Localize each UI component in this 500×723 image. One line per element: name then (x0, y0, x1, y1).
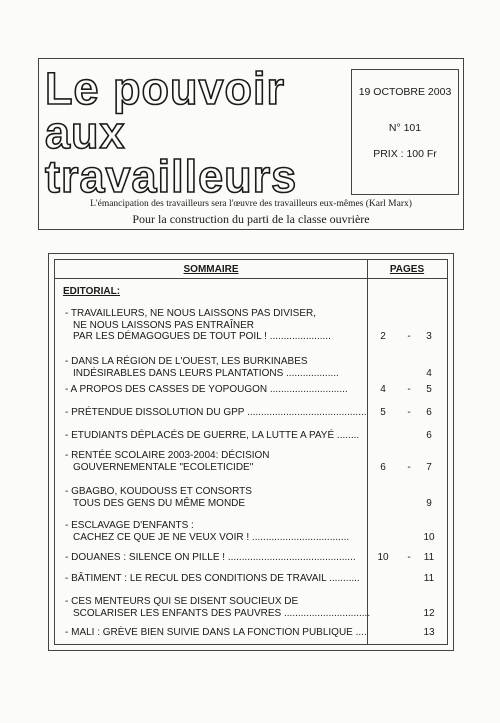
column-divider (367, 260, 368, 644)
toc-entry (65, 520, 365, 543)
issue-date: 19 OCTOBRE 2003 (358, 86, 452, 98)
toc-entry (65, 552, 365, 564)
table-of-contents (48, 253, 454, 651)
page-from: 6 (380, 461, 386, 473)
toc-entry-line: CACHEZ CE QUE JE NE VEUX VOIR ! ................................... (73, 531, 350, 543)
toc-entry (65, 407, 365, 419)
toc-entry-line: INDÉSIRABLES DANS LEURS PLANTATIONS ................... (73, 367, 339, 379)
page-to: 6 (426, 430, 432, 441)
toc-entry-line: SCOLARISER LES ENFANTS DES PAUVRES ............................... (73, 607, 371, 619)
toc-entry-line: - PRÉTENDUE DISSOLUTION DU GPP ........................................... (65, 407, 367, 418)
page-to: 10 (423, 531, 435, 543)
page-to: 11 (423, 573, 435, 584)
page-to: 11 (423, 552, 435, 563)
toc-inner-frame (54, 259, 448, 645)
page-dash: - (407, 384, 411, 395)
toc-entry (65, 356, 365, 379)
toc-entry-line: - ESCLAVAGE D'ENFANTS : (65, 520, 194, 531)
masthead (38, 58, 464, 230)
page-to: 9 (426, 497, 432, 509)
toc-entry-line: - DANS LA RÉGION DE L'OUEST, LES BURKINABES (65, 356, 308, 367)
toc-entry (65, 627, 365, 639)
toc-entry-line: - ETUDIANTS DÉPLACÉS DE GUERRE, LA LUTTE A PAYÉ ........ (65, 430, 360, 441)
toc-entry-line: - MALI : GRÈVE BIEN SUIVIE DANS LA FONCTION PUBLIQUE .... (65, 627, 367, 638)
page-to: 7 (426, 461, 432, 473)
toc-entry-line: - A PROPOS DES CASSES DE YOPOUGON ............................ (65, 384, 348, 395)
issue-info-box (351, 69, 459, 195)
page-from: 2 (380, 331, 386, 342)
title-line-2: aux (45, 107, 126, 158)
toc-entry (65, 573, 365, 585)
page-dash: - (407, 461, 411, 473)
toc-entry-line: - RENTÉE SCOLAIRE 2003-2004: DÉCISION (65, 450, 270, 461)
page-to: 13 (423, 627, 435, 638)
toc-heading: SOMMAIRE (183, 264, 239, 275)
issue-number: N° 101 (388, 122, 422, 134)
toc-entry-line: PAR LES DÉMAGOGUES DE TOUT POIL ! ...................... (73, 331, 331, 342)
page-to: 3 (426, 331, 432, 342)
page-dash: - (407, 331, 411, 342)
toc-entry (65, 486, 365, 509)
toc-entry-line: NE NOUS LAISSONS PAS ENTRAÎNER (73, 319, 254, 331)
page-to: 4 (426, 367, 432, 379)
toc-entry-line: TOUS DES GENS DU MÊME MONDE (73, 497, 246, 509)
page-to: 6 (426, 407, 432, 418)
toc-entry (65, 430, 365, 442)
toc-entry (65, 596, 371, 619)
issue-price: PRIX : 100 Fr (373, 148, 437, 160)
header-divider (55, 278, 447, 279)
page-dash: - (407, 407, 411, 418)
page-dash: - (407, 552, 411, 563)
toc-entry-line: - DOUANES : SILENCE ON PILLE ! .............................................. (65, 552, 356, 563)
toc-entry-line: GOUVERNEMENTALE "ECOLETICIDE" (73, 461, 254, 473)
page-to: 5 (426, 384, 432, 395)
page-from: 5 (380, 407, 386, 418)
toc-entry-line: - CES MENTEURS QUI SE DISENT SOUCIEUX DE (65, 596, 299, 607)
page-from: 10 (377, 552, 389, 563)
title-line-3: travailleurs (45, 151, 298, 202)
section-editorial: EDITORIAL: (63, 286, 121, 297)
title-line-1: Le pouvoir (45, 63, 286, 114)
pages-heading: PAGES (389, 264, 425, 275)
marx-quote: L'émancipation des travailleurs sera l'œuvre des travailleurs eux-mêmes (Karl Marx) (90, 199, 412, 209)
page-to: 12 (423, 607, 435, 619)
page-from: 4 (380, 384, 386, 395)
toc-entry-line: - BÂTIMENT : LE RECUL DES CONDITIONS DE TRAVAIL ........... (65, 573, 360, 584)
toc-entry (65, 308, 365, 343)
toc-entry (65, 384, 365, 396)
toc-entry-line: - TRAVAILLEURS, NE NOUS LAISSONS PAS DIVISER, (65, 308, 316, 319)
toc-entry-line: - GBAGBO, KOUDOUSS ET CONSORTS (65, 486, 252, 497)
subtitle: Pour la construction du parti de la classe ouvrière (132, 212, 370, 226)
toc-entry (65, 450, 365, 473)
